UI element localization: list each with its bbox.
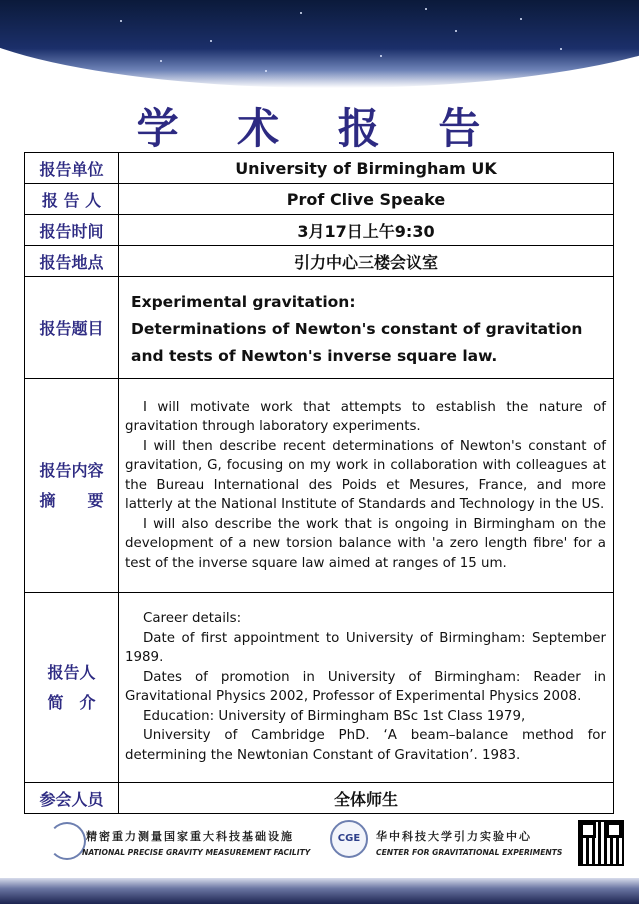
star — [425, 8, 427, 10]
label-attendees: 参会人员 — [25, 783, 119, 814]
label-unit: 报告单位 — [25, 153, 119, 184]
row-bio — [25, 593, 614, 783]
bio-paragraph: University of Cambridge PhD. ‘A beam–balance method for determining the Newtonian Constant of Gravitation’. 1983. — [125, 728, 606, 763]
label-speaker: 报 告 人 — [25, 184, 119, 215]
star — [265, 70, 267, 72]
label-abstract — [25, 379, 119, 593]
bio-paragraph: Dates of promotion in University of Birmingham: Reader in Gravitational Physics 2002, Professor of Experimental Physics 2008. — [125, 669, 606, 704]
gravity-facility-logo — [48, 822, 86, 860]
value-attendees: 全体师生 — [119, 783, 614, 814]
report-table — [24, 152, 614, 814]
topic-text — [119, 277, 613, 378]
topic-line: and tests of Newton's inverse square law. — [131, 347, 498, 365]
row-attendees — [25, 783, 614, 814]
star — [455, 30, 457, 32]
abstract-paragraph: I will then describe recent determinations of Newton's constant of gravitation, G, focusing on my work in collaboration with colleagues at the Bureau International des Poids et Mesures, France, and more latterly at the National Institute of Standards and Technology in the US. — [125, 438, 606, 513]
label-bio-line2: 简 介 — [47, 692, 96, 712]
value-place: 引力中心三楼会议室 — [119, 246, 614, 277]
star — [380, 55, 382, 57]
abstract-paragraph: I will also describe the work that is ongoing in Birmingham on the development of a new torsion balance with 'a zero length fibre' for a test of the inverse square law aimed at ranges of 15 um. — [125, 516, 606, 571]
star — [300, 12, 302, 14]
bio-paragraph: Education: University of Birmingham BSc 1st Class 1979, — [143, 708, 526, 724]
star — [160, 60, 162, 62]
label-abstract-line2: 摘 要 — [39, 490, 104, 510]
starfield — [0, 0, 639, 88]
center-name-zh: 华中科技大学引力实验中心 — [376, 830, 532, 843]
star — [120, 20, 122, 22]
facility-name-en: NATIONAL PRECISE GRAVITY MEASUREMENT FACILITY — [82, 848, 311, 857]
label-bio — [25, 593, 119, 783]
space-banner-image — [0, 0, 639, 88]
label-bio-line1: 报告人 — [47, 662, 96, 682]
value-speaker: Prof Clive Speake — [119, 184, 614, 215]
value-topic — [119, 277, 614, 379]
page-title: 学 术 报 告 — [136, 104, 503, 153]
row-unit — [25, 153, 614, 184]
topic-line: Determinations of Newton's constant of gravitation — [131, 320, 583, 338]
label-time: 报告时间 — [25, 215, 119, 246]
star — [520, 18, 522, 20]
center-name-en: CENTER FOR GRAVITATIONAL EXPERIMENTS — [376, 848, 563, 857]
value-time: 3月17日上午9:30 — [119, 215, 614, 246]
topic-line: Experimental gravitation: — [131, 293, 356, 311]
label-topic: 报告题目 — [25, 277, 119, 379]
bio-paragraph: Date of first appointment to University of Birmingham: September 1989. — [125, 630, 606, 665]
row-time — [25, 215, 614, 246]
qr-code-icon — [580, 822, 622, 864]
bio-text — [119, 602, 613, 773]
cge-logo: CGE — [330, 820, 368, 858]
label-place: 报告地点 — [25, 246, 119, 277]
abstract-paragraph: I will motivate work that attempts to establish the nature of gravitation through laboratory experiments. — [125, 399, 606, 435]
abstract-text — [119, 390, 613, 582]
label-abstract-line1: 报告内容 — [39, 460, 104, 480]
facility-name-zh: 精密重力测量国家重大科技基础设施 — [86, 830, 294, 843]
value-abstract — [119, 379, 614, 593]
star — [560, 48, 562, 50]
value-unit: University of Birmingham UK — [119, 153, 614, 184]
bio-paragraph: Career details: — [143, 611, 242, 626]
row-topic — [25, 277, 614, 379]
value-bio — [119, 593, 614, 783]
row-place — [25, 246, 614, 277]
row-abstract — [25, 379, 614, 593]
star — [210, 40, 212, 42]
row-speaker — [25, 184, 614, 215]
bottom-decorative-bar — [0, 878, 639, 904]
